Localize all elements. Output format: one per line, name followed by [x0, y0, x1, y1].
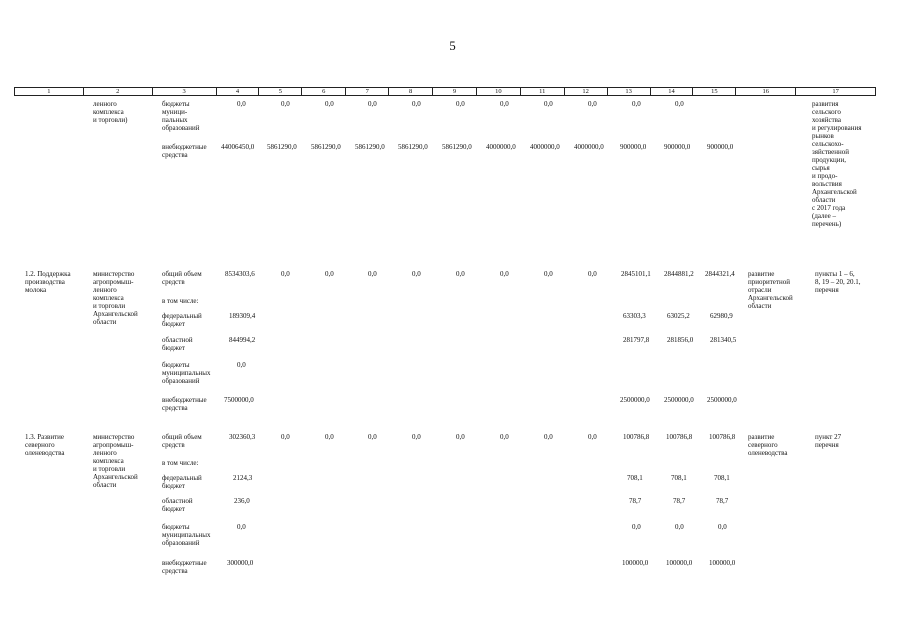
top-extra-val: 5861290,0 — [442, 143, 472, 151]
block2-fed-val: 189309,4 — [229, 312, 256, 320]
top-extra-val: 4000000,0 — [486, 143, 516, 151]
header-col-14: 14 — [651, 88, 694, 95]
top-extra-val: 4000000,0 — [574, 143, 604, 151]
block2-title: 1.2. Поддержка производства молока — [25, 270, 71, 294]
top-muni-val: 0,0 — [412, 100, 421, 108]
top-muni-val: 0,0 — [632, 100, 641, 108]
block3-fed-label: федеральный бюджет — [162, 474, 202, 490]
header-col-12: 12 — [565, 88, 608, 95]
block3-fed-val: 708,1 — [714, 474, 730, 482]
top-basis-cont: развития сельского хозяйства и регулирования рынков сельскохо- зяйственной продукции, сырья и продо- вольствия Архангельской области с 2017 года (далее – перечень) — [812, 100, 862, 228]
block3-total-val: 0,0 — [281, 433, 290, 441]
block3-incl: в том числе: — [162, 459, 199, 467]
block2-fed-label: федеральный бюджет — [162, 312, 202, 328]
block3-total-val: 0,0 — [325, 433, 334, 441]
block3-fed-val: 708,1 — [671, 474, 687, 482]
block2-basis: пункты 1 – 6, 8, 19 – 20, 20.1, перечня — [815, 270, 861, 294]
block3-total-val: 100786,8 — [666, 433, 693, 441]
top-muni-val: 0,0 — [237, 100, 246, 108]
block3-responsible: министерство агропромыш- ленного комплекса и торговли Архангельской области — [93, 433, 138, 489]
top-extra-label: внебюджетные средства — [162, 143, 207, 159]
top-muni-val: 0,0 — [588, 100, 597, 108]
block3-reg-val: 78,7 — [673, 497, 686, 505]
block3-extra-val: 100000,0 — [666, 559, 693, 567]
top-extra-val: 900000,0 — [707, 143, 734, 151]
block3-total-val: 0,0 — [544, 433, 553, 441]
top-responsible-cont: ленного комплекса и торговли) — [93, 100, 128, 124]
block2-total-val: 0,0 — [456, 270, 465, 278]
top-muni-val: 0,0 — [675, 100, 684, 108]
block3-extra-val: 300000,0 — [227, 559, 254, 567]
top-muni-label: бюджеты муници- пальных образований — [162, 100, 200, 132]
block3-extra-label: внебюджетные средства — [162, 559, 207, 575]
header-col-2: 2 — [84, 88, 153, 95]
top-extra-val: 4000000,0 — [530, 143, 560, 151]
block3-reg-val: 78,7 — [629, 497, 642, 505]
block3-muni-val: 0,0 — [718, 523, 727, 531]
block3-muni-val: 0,0 — [675, 523, 684, 531]
top-muni-val: 0,0 — [368, 100, 377, 108]
block2-reg-val: 844994,2 — [229, 336, 256, 344]
block3-total-val: 100786,8 — [709, 433, 736, 441]
header-col-1: 1 — [15, 88, 84, 95]
block2-reg-label: областной бюджет — [162, 336, 193, 352]
header-col-5: 5 — [259, 88, 302, 95]
header-col-17: 17 — [832, 88, 839, 95]
block3-total-val: 0,0 — [368, 433, 377, 441]
header-col-16: 16 — [736, 88, 796, 95]
block2-total-val: 0,0 — [325, 270, 334, 278]
block2-muni-label: бюджеты муниципальных образований — [162, 361, 211, 385]
block3-muni-val: 0,0 — [632, 523, 641, 531]
block2-total-val: 2845101,1 — [621, 270, 651, 278]
block2-total-val: 8534303,6 — [225, 270, 255, 278]
block3-total-val: 0,0 — [500, 433, 509, 441]
header-col-9: 9 — [433, 88, 477, 95]
block2-total-val: 0,0 — [368, 270, 377, 278]
block2-total-val: 0,0 — [588, 270, 597, 278]
block3-title: 1.3. Развитие северного оленеводства — [25, 433, 65, 457]
block2-total-val: 0,0 — [412, 270, 421, 278]
block2-reg-val: 281797,8 — [623, 336, 650, 344]
block3-reg-val: 78,7 — [716, 497, 729, 505]
block2-muni-val: 0,0 — [237, 361, 246, 369]
page-number: 5 — [449, 38, 456, 53]
top-extra-val: 900000,0 — [620, 143, 647, 151]
block2-extra-val: 7500000,0 — [224, 396, 254, 404]
block2-reg-val: 281340,5 — [710, 336, 737, 344]
header-col-13: 13 — [608, 88, 651, 95]
block2-total-label: общий объем средств — [162, 270, 202, 286]
block2-extra-val: 2500000,0 — [620, 396, 650, 404]
block3-goal: развитие северного оленеводства — [748, 433, 788, 457]
top-muni-val: 0,0 — [500, 100, 509, 108]
header-col-11: 11 — [521, 88, 565, 95]
block2-total-val: 0,0 — [281, 270, 290, 278]
block3-reg-label: областной бюджет — [162, 497, 193, 513]
block3-total-val: 100786,8 — [623, 433, 650, 441]
block2-total-val: 2844881,2 — [664, 270, 694, 278]
header-col-4: 4 — [217, 88, 260, 95]
block3-total-label: общий объем средств — [162, 433, 202, 449]
header-col-6: 6 — [302, 88, 346, 95]
top-muni-val: 0,0 — [281, 100, 290, 108]
header-col-8: 8 — [389, 88, 433, 95]
block3-muni-val: 0,0 — [237, 523, 246, 531]
header-col-15: 15 — [693, 88, 736, 95]
block2-fed-val: 62980,9 — [710, 312, 733, 320]
block2-extra-val: 2500000,0 — [664, 396, 694, 404]
top-extra-val: 5861290,0 — [267, 143, 297, 151]
top-muni-val: 0,0 — [325, 100, 334, 108]
top-muni-val: 0,0 — [456, 100, 465, 108]
block2-responsible: министерство агропромыш- ленного комплекса и торговли Архангельской области — [93, 270, 138, 326]
block3-total-val: 302360,3 — [229, 433, 256, 441]
top-extra-val: 5861290,0 — [311, 143, 341, 151]
block3-total-val: 0,0 — [412, 433, 421, 441]
header-col-10: 10 — [477, 88, 521, 95]
block2-total-val: 2844321,4 — [705, 270, 735, 278]
block3-reg-val: 236,0 — [234, 497, 250, 505]
top-extra-val: 5861290,0 — [398, 143, 428, 151]
top-extra-val: 900000,0 — [664, 143, 691, 151]
header-col-7: 7 — [346, 88, 389, 95]
block2-goal: развитие приоритетной отрасли Архангельской области — [748, 270, 793, 310]
top-extra-val: 44006450,0 — [221, 143, 255, 151]
block3-total-val: 0,0 — [456, 433, 465, 441]
block2-extra-label: внебюджетные средства — [162, 396, 207, 412]
block2-fed-val: 63025,2 — [667, 312, 690, 320]
top-muni-val: 0,0 — [544, 100, 553, 108]
block2-extra-val: 2500000,0 — [707, 396, 737, 404]
block2-incl: в том числе: — [162, 297, 199, 305]
block2-reg-val: 281856,0 — [667, 336, 694, 344]
header-col-3: 3 — [153, 88, 217, 95]
top-extra-val: 5861290,0 — [355, 143, 385, 151]
block3-basis: пункт 27 перечня — [815, 433, 842, 449]
block3-muni-label: бюджеты муниципальных образований — [162, 523, 211, 547]
block3-fed-val: 2124,3 — [233, 474, 253, 482]
block2-total-val: 0,0 — [544, 270, 553, 278]
block2-total-val: 0,0 — [500, 270, 509, 278]
block3-total-val: 0,0 — [588, 433, 597, 441]
block3-extra-val: 100000,0 — [622, 559, 649, 567]
table-header-row — [14, 87, 876, 96]
block3-extra-val: 100000,0 — [709, 559, 736, 567]
block3-fed-val: 708,1 — [627, 474, 643, 482]
block2-fed-val: 63303,3 — [623, 312, 646, 320]
